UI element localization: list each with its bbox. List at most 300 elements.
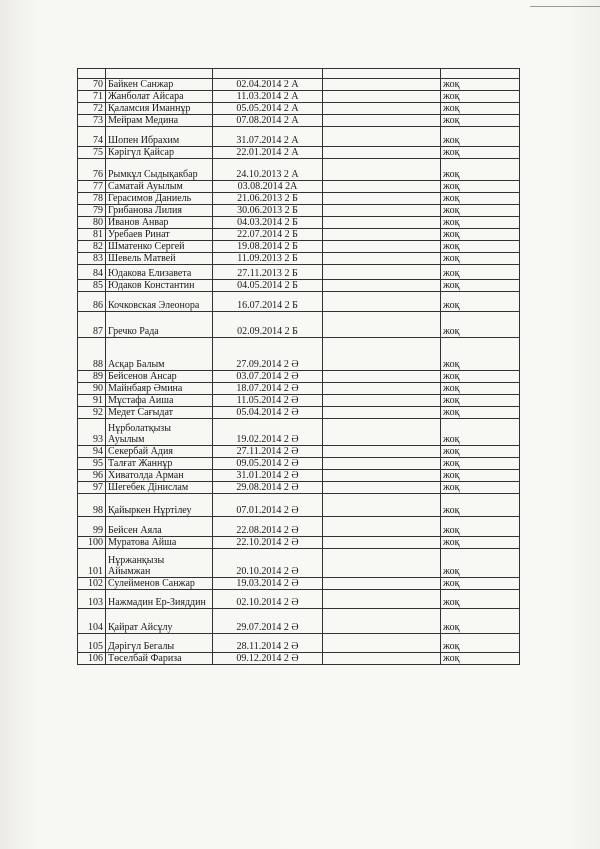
birth-date: 19.02.2014 xyxy=(236,434,282,445)
table-row xyxy=(78,517,520,537)
student-name: Кочковская Элеонора xyxy=(106,292,213,312)
empty-cell xyxy=(323,265,441,280)
status-cell: жоқ xyxy=(441,181,520,193)
table-row xyxy=(78,470,520,482)
status-cell: жоқ xyxy=(441,494,520,517)
row-number: 88 xyxy=(78,338,106,371)
empty-cell xyxy=(323,79,441,91)
birth-date-cell xyxy=(213,159,323,181)
row-number: 87 xyxy=(78,312,106,338)
row-number: 89 xyxy=(78,371,106,383)
birth-date-cell xyxy=(213,127,323,147)
birth-date-cell xyxy=(213,115,323,127)
row-number: 71 xyxy=(78,91,106,103)
empty-cell xyxy=(323,609,441,634)
student-name: Сулейменов Санжар xyxy=(106,578,213,590)
birth-date: 29.07.2014 xyxy=(236,622,282,633)
status-cell: жоқ xyxy=(441,517,520,537)
birth-date-cell xyxy=(213,549,323,578)
empty-cell xyxy=(323,653,441,665)
student-name: Талғат Жаннұр xyxy=(106,458,213,470)
table-row xyxy=(78,590,520,609)
birth-date: 30.06.2013 xyxy=(237,205,283,216)
birth-date: 05.04.2014 xyxy=(236,407,282,418)
student-name: Шматенко Сергей xyxy=(106,241,213,253)
empty-cell xyxy=(323,253,441,265)
class-group: 2 Б xyxy=(284,229,298,240)
header-cell xyxy=(106,69,213,79)
birth-date: 31.07.2014 xyxy=(236,135,282,146)
table-row xyxy=(78,419,520,446)
table-row xyxy=(78,147,520,159)
empty-cell xyxy=(323,217,441,229)
class-group: 2 Ә xyxy=(283,470,299,481)
table-row xyxy=(78,115,520,127)
empty-cell xyxy=(323,147,441,159)
empty-cell xyxy=(323,181,441,193)
student-name: Асқар Балым xyxy=(106,338,213,371)
empty-cell xyxy=(323,383,441,395)
row-number: 73 xyxy=(78,115,106,127)
student-name: Рымкұл Сыдықакбар xyxy=(106,159,213,181)
row-number: 100 xyxy=(78,537,106,549)
empty-cell xyxy=(323,91,441,103)
class-group: 2 Ә xyxy=(283,653,299,664)
empty-cell xyxy=(323,419,441,446)
student-name: Секербай Адия xyxy=(106,446,213,458)
table-row xyxy=(78,549,520,578)
student-name: Жанболат Айсара xyxy=(106,91,213,103)
class-group: 2 Ә xyxy=(283,597,299,608)
student-name-line2: Ауылым xyxy=(108,434,145,445)
birth-date-cell xyxy=(213,193,323,205)
birth-date-cell xyxy=(213,517,323,537)
status-cell: жоқ xyxy=(441,383,520,395)
birth-date-cell xyxy=(213,371,323,383)
status-cell: жоқ xyxy=(441,265,520,280)
birth-date: 09.12.2014 xyxy=(236,653,282,664)
birth-date: 07.01.2014 xyxy=(236,505,282,516)
status-cell: жоқ xyxy=(441,338,520,371)
class-group: 2 А xyxy=(283,91,299,102)
birth-date: 22.08.2014 xyxy=(236,525,282,536)
student-name: Хиватолда Арман xyxy=(106,470,213,482)
table-row xyxy=(78,446,520,458)
birth-date-cell xyxy=(213,494,323,517)
status-cell: жоқ xyxy=(441,653,520,665)
status-cell: жоқ xyxy=(441,590,520,609)
status-cell: жоқ xyxy=(441,91,520,103)
student-name: Дәрігүл Бегалы xyxy=(106,634,213,653)
class-group: 2 Ә xyxy=(283,537,299,548)
class-group: 2 Ә xyxy=(283,641,299,652)
table-row xyxy=(78,91,520,103)
student-name: Муратова Айша xyxy=(106,537,213,549)
table-row xyxy=(78,253,520,265)
empty-cell xyxy=(323,634,441,653)
row-number: 104 xyxy=(78,609,106,634)
header-cell xyxy=(213,69,323,79)
empty-cell xyxy=(323,229,441,241)
class-group: 2 Б xyxy=(284,241,298,252)
empty-cell xyxy=(323,590,441,609)
student-name: Қаламсия Иманнұр xyxy=(106,103,213,115)
birth-date: 05.05.2014 xyxy=(236,103,282,114)
status-cell: жоқ xyxy=(441,103,520,115)
table-row xyxy=(78,193,520,205)
row-number: 82 xyxy=(78,241,106,253)
status-cell: жоқ xyxy=(441,458,520,470)
class-group: 2 Ә xyxy=(283,359,299,370)
row-number: 97 xyxy=(78,482,106,494)
birth-date: 24.10.2013 xyxy=(236,169,282,180)
empty-cell xyxy=(323,312,441,338)
empty-cell xyxy=(323,482,441,494)
birth-date: 19.03.2014 xyxy=(236,578,282,589)
birth-date-cell xyxy=(213,446,323,458)
table-row xyxy=(78,265,520,280)
row-number: 92 xyxy=(78,407,106,419)
student-name: Иванов Анвар xyxy=(106,217,213,229)
class-group: 2 А xyxy=(283,79,299,90)
birth-date: 18.07.2014 xyxy=(236,383,282,394)
birth-date-cell xyxy=(213,79,323,91)
birth-date: 31.01.2014 xyxy=(236,470,282,481)
class-group: 2 А xyxy=(283,115,299,126)
status-cell: жоқ xyxy=(441,241,520,253)
birth-date-cell xyxy=(213,147,323,159)
table-row xyxy=(78,609,520,634)
status-cell: жоқ xyxy=(441,419,520,446)
student-name-line1: Нұржанқызы xyxy=(108,555,165,566)
birth-date-cell xyxy=(213,292,323,312)
birth-date: 02.10.2014 xyxy=(236,597,282,608)
status-cell: жоқ xyxy=(441,482,520,494)
student-name: Уребаев Ринат xyxy=(106,229,213,241)
empty-cell xyxy=(323,549,441,578)
row-number: 98 xyxy=(78,494,106,517)
header-cell xyxy=(441,69,520,79)
birth-date-cell xyxy=(213,634,323,653)
status-cell: жоқ xyxy=(441,407,520,419)
birth-date: 27.11.2013 xyxy=(237,268,282,279)
table-row xyxy=(78,241,520,253)
row-number: 103 xyxy=(78,590,106,609)
empty-cell xyxy=(323,241,441,253)
row-number: 74 xyxy=(78,127,106,147)
birth-date: 21.06.2013 xyxy=(237,193,283,204)
birth-date-cell xyxy=(213,537,323,549)
empty-cell xyxy=(323,280,441,292)
status-cell: жоқ xyxy=(441,147,520,159)
status-cell: жоқ xyxy=(441,634,520,653)
student-name xyxy=(106,419,213,446)
birth-date-cell xyxy=(213,280,323,292)
birth-date-cell xyxy=(213,253,323,265)
status-cell: жоқ xyxy=(441,115,520,127)
student-name: Қайыркен Нұртілеу xyxy=(106,494,213,517)
student-name: Шегебек Дінислам xyxy=(106,482,213,494)
birth-date: 27.11.2014 xyxy=(236,446,282,457)
empty-cell xyxy=(323,193,441,205)
row-number: 77 xyxy=(78,181,106,193)
status-cell: жоқ xyxy=(441,205,520,217)
birth-date-cell xyxy=(213,653,323,665)
class-group: 2 А xyxy=(283,147,299,158)
row-number: 81 xyxy=(78,229,106,241)
row-number: 83 xyxy=(78,253,106,265)
table-row xyxy=(78,159,520,181)
row-number: 70 xyxy=(78,79,106,91)
row-number: 105 xyxy=(78,634,106,653)
table-row xyxy=(78,127,520,147)
status-cell: жоқ xyxy=(441,79,520,91)
birth-date: 29.08.2014 xyxy=(236,482,282,493)
table-row xyxy=(78,395,520,407)
empty-cell xyxy=(323,159,441,181)
birth-date: 16.07.2014 xyxy=(237,300,283,311)
birth-date: 03.07.2014 xyxy=(236,371,282,382)
row-number: 75 xyxy=(78,147,106,159)
row-number: 85 xyxy=(78,280,106,292)
status-cell: жоқ xyxy=(441,292,520,312)
row-number: 86 xyxy=(78,292,106,312)
birth-date-cell xyxy=(213,103,323,115)
birth-date-cell xyxy=(213,458,323,470)
birth-date-cell xyxy=(213,205,323,217)
row-number: 79 xyxy=(78,205,106,217)
table-row xyxy=(78,634,520,653)
student-name: Гречко Рада xyxy=(106,312,213,338)
empty-cell xyxy=(323,494,441,517)
birth-date: 04.03.2014 xyxy=(237,217,283,228)
class-group: 2А xyxy=(285,181,298,192)
status-cell: жоқ xyxy=(441,371,520,383)
student-name: Төселбай Фариза xyxy=(106,653,213,665)
birth-date-cell xyxy=(213,419,323,446)
empty-cell xyxy=(323,537,441,549)
class-group: 2 Ә xyxy=(283,525,299,536)
class-group: 2 Б xyxy=(284,268,298,279)
class-group: 2 А xyxy=(283,103,299,114)
row-number: 101 xyxy=(78,549,106,578)
class-group: 2 Ә xyxy=(283,434,299,445)
table-row xyxy=(78,103,520,115)
student-name: Юдакова Елизавета xyxy=(106,265,213,280)
empty-cell xyxy=(323,292,441,312)
class-group: 2 А xyxy=(283,135,299,146)
row-number: 99 xyxy=(78,517,106,537)
student-register-table xyxy=(77,68,520,665)
row-number: 80 xyxy=(78,217,106,229)
class-group: 2 Ә xyxy=(283,622,299,633)
status-cell: жоқ xyxy=(441,312,520,338)
student-name: Шевель Матвей xyxy=(106,253,213,265)
student-name xyxy=(106,549,213,578)
row-number: 94 xyxy=(78,446,106,458)
student-name: Байкен Санжар xyxy=(106,79,213,91)
status-cell: жоқ xyxy=(441,537,520,549)
row-number: 72 xyxy=(78,103,106,115)
birth-date-cell xyxy=(213,312,323,338)
birth-date-cell xyxy=(213,470,323,482)
empty-cell xyxy=(323,517,441,537)
table-row xyxy=(78,494,520,517)
table-row xyxy=(78,217,520,229)
empty-cell xyxy=(323,115,441,127)
row-number: 76 xyxy=(78,159,106,181)
birth-date-cell xyxy=(213,229,323,241)
table-row xyxy=(78,205,520,217)
birth-date: 22.10.2014 xyxy=(236,537,282,548)
birth-date: 28.11.2014 xyxy=(236,641,282,652)
birth-date-cell xyxy=(213,241,323,253)
row-number: 91 xyxy=(78,395,106,407)
class-group: 2 Б xyxy=(284,253,298,264)
scan-edge-mark xyxy=(530,0,600,7)
empty-cell xyxy=(323,338,441,371)
status-cell: жоқ xyxy=(441,395,520,407)
row-number: 102 xyxy=(78,578,106,590)
class-group: 2 Б xyxy=(284,326,298,337)
class-group: 2 Ә xyxy=(283,458,299,469)
row-number: 90 xyxy=(78,383,106,395)
header-strip xyxy=(78,69,520,79)
student-name: Герасимов Даниель xyxy=(106,193,213,205)
birth-date-cell xyxy=(213,407,323,419)
class-group: 2 Б xyxy=(284,280,298,291)
birth-date: 02.04.2014 xyxy=(236,79,282,90)
birth-date: 11.03.2014 xyxy=(236,91,282,102)
status-cell: жоқ xyxy=(441,127,520,147)
student-name: Грибанова Лилия xyxy=(106,205,213,217)
table-row xyxy=(78,292,520,312)
class-group: 2 Ә xyxy=(283,371,299,382)
header-cell xyxy=(323,69,441,79)
table-row xyxy=(78,312,520,338)
student-name-line1: Нұрболатқызы xyxy=(108,423,171,434)
table-row xyxy=(78,482,520,494)
birth-date-cell xyxy=(213,265,323,280)
status-cell: жоқ xyxy=(441,578,520,590)
birth-date-cell xyxy=(213,395,323,407)
birth-date-cell xyxy=(213,482,323,494)
row-number: 95 xyxy=(78,458,106,470)
table-row xyxy=(78,229,520,241)
student-name: Шопен Ибрахим xyxy=(106,127,213,147)
table-row xyxy=(78,537,520,549)
student-name: Кәрігүл Қайсар xyxy=(106,147,213,159)
row-number: 106 xyxy=(78,653,106,665)
class-group: 2 Ә xyxy=(283,578,299,589)
birth-date: 02.09.2014 xyxy=(237,326,283,337)
table-row xyxy=(78,181,520,193)
birth-date: 11.05.2014 xyxy=(236,395,282,406)
table-row xyxy=(78,383,520,395)
table-row xyxy=(78,578,520,590)
class-group: 2 Ә xyxy=(283,383,299,394)
status-cell: жоқ xyxy=(441,470,520,482)
birth-date-cell xyxy=(213,590,323,609)
row-number: 78 xyxy=(78,193,106,205)
class-group: 2 Ә xyxy=(283,566,299,577)
student-name: Мейрам Медина xyxy=(106,115,213,127)
empty-cell xyxy=(323,470,441,482)
student-name: Мұстафа Аиша xyxy=(106,395,213,407)
class-group: 2 Б xyxy=(284,205,298,216)
student-name: Юдаков Константин xyxy=(106,280,213,292)
birth-date-cell xyxy=(213,91,323,103)
class-group: 2 А xyxy=(283,169,299,180)
table-row xyxy=(78,79,520,91)
student-name: Саматай Ауылым xyxy=(106,181,213,193)
student-name-line2: Айымжан xyxy=(108,566,151,577)
status-cell: жоқ xyxy=(441,217,520,229)
birth-date: 09.05.2014 xyxy=(236,458,282,469)
row-number: 84 xyxy=(78,265,106,280)
status-cell: жоқ xyxy=(441,229,520,241)
student-name: Нажмадин Ер-Зияддин xyxy=(106,590,213,609)
birth-date: 19.08.2014 xyxy=(237,241,283,252)
birth-date: 22.07.2014 xyxy=(237,229,283,240)
class-group: 2 Ә xyxy=(283,407,299,418)
student-name: Майнбаяр Әмина xyxy=(106,383,213,395)
empty-cell xyxy=(323,446,441,458)
class-group: 2 Ә xyxy=(283,395,299,406)
student-name: Медет Сағыдат xyxy=(106,407,213,419)
birth-date-cell xyxy=(213,383,323,395)
class-group: 2 Ә xyxy=(283,446,299,457)
birth-date-cell xyxy=(213,578,323,590)
row-number: 96 xyxy=(78,470,106,482)
student-name: Бейсен Аяла xyxy=(106,517,213,537)
empty-cell xyxy=(323,103,441,115)
status-cell: жоқ xyxy=(441,446,520,458)
table-row xyxy=(78,407,520,419)
birth-date-cell xyxy=(213,181,323,193)
empty-cell xyxy=(323,458,441,470)
empty-cell xyxy=(323,578,441,590)
table-row xyxy=(78,280,520,292)
empty-cell xyxy=(323,407,441,419)
table-row xyxy=(78,653,520,665)
class-group: 2 Ә xyxy=(283,505,299,516)
header-cell xyxy=(78,69,106,79)
birth-date-cell xyxy=(213,217,323,229)
birth-date: 22.01.2014 xyxy=(236,147,282,158)
status-cell: жоқ xyxy=(441,609,520,634)
class-group: 2 Б xyxy=(284,217,298,228)
status-cell: жоқ xyxy=(441,549,520,578)
class-group: 2 Б xyxy=(284,300,298,311)
birth-date: 07.08.2014 xyxy=(236,115,282,126)
table-row xyxy=(78,458,520,470)
birth-date: 03.08.2014 xyxy=(237,181,283,192)
student-name: Қайрат Айсұлу xyxy=(106,609,213,634)
birth-date: 11.09.2013 xyxy=(237,253,282,264)
empty-cell xyxy=(323,205,441,217)
table-row xyxy=(78,371,520,383)
birth-date: 04.05.2014 xyxy=(237,280,283,291)
status-cell: жоқ xyxy=(441,193,520,205)
register-body xyxy=(78,69,520,665)
empty-cell xyxy=(323,395,441,407)
status-cell: жоқ xyxy=(441,159,520,181)
status-cell: жоқ xyxy=(441,253,520,265)
birth-date-cell xyxy=(213,338,323,371)
table-row xyxy=(78,338,520,371)
row-number: 93 xyxy=(78,419,106,446)
